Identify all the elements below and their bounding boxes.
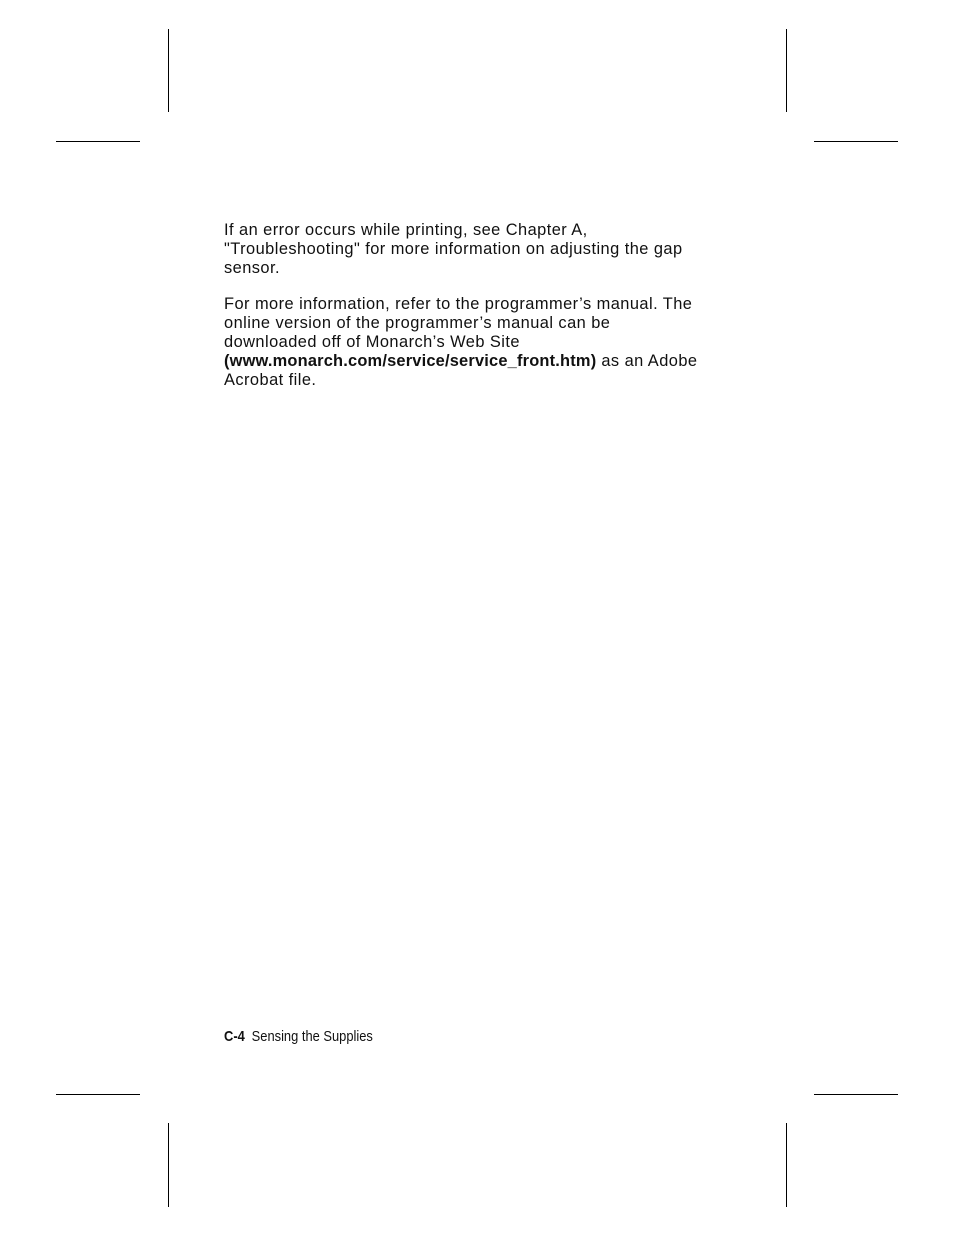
crop-mark-top-right-vertical — [786, 29, 787, 112]
body-text — [224, 221, 704, 407]
section-title: Sensing the Supplies — [251, 1028, 373, 1045]
crop-mark-bottom-left-horizontal — [56, 1094, 140, 1095]
page-footer — [224, 1028, 373, 1046]
crop-mark-bottom-right-horizontal — [814, 1094, 898, 1095]
paragraph-more-information — [224, 295, 704, 390]
paragraph-more-information-text: For more information, refer to the programmer’s manual. The online version of the programmer’s manual can be downloaded off of Monarch’s Web Site — [224, 295, 693, 351]
paragraph-more-information-end: as an Adobe Acrobat file. — [224, 352, 698, 389]
crop-mark-bottom-left-vertical — [168, 1123, 169, 1207]
crop-mark-top-left-horizontal — [56, 141, 140, 142]
paragraph-error-troubleshooting: If an error occurs while printing, see Chapter A, "Troubleshooting" for more information on adjusting the gap sensor. — [224, 221, 683, 277]
crop-mark-top-right-horizontal — [814, 141, 898, 142]
website-url: (www.monarch.com/service/service_front.htm) — [224, 352, 597, 370]
page-number: C-4 — [224, 1028, 245, 1045]
crop-mark-bottom-right-vertical — [786, 1123, 787, 1207]
crop-mark-top-left-vertical — [168, 29, 169, 112]
